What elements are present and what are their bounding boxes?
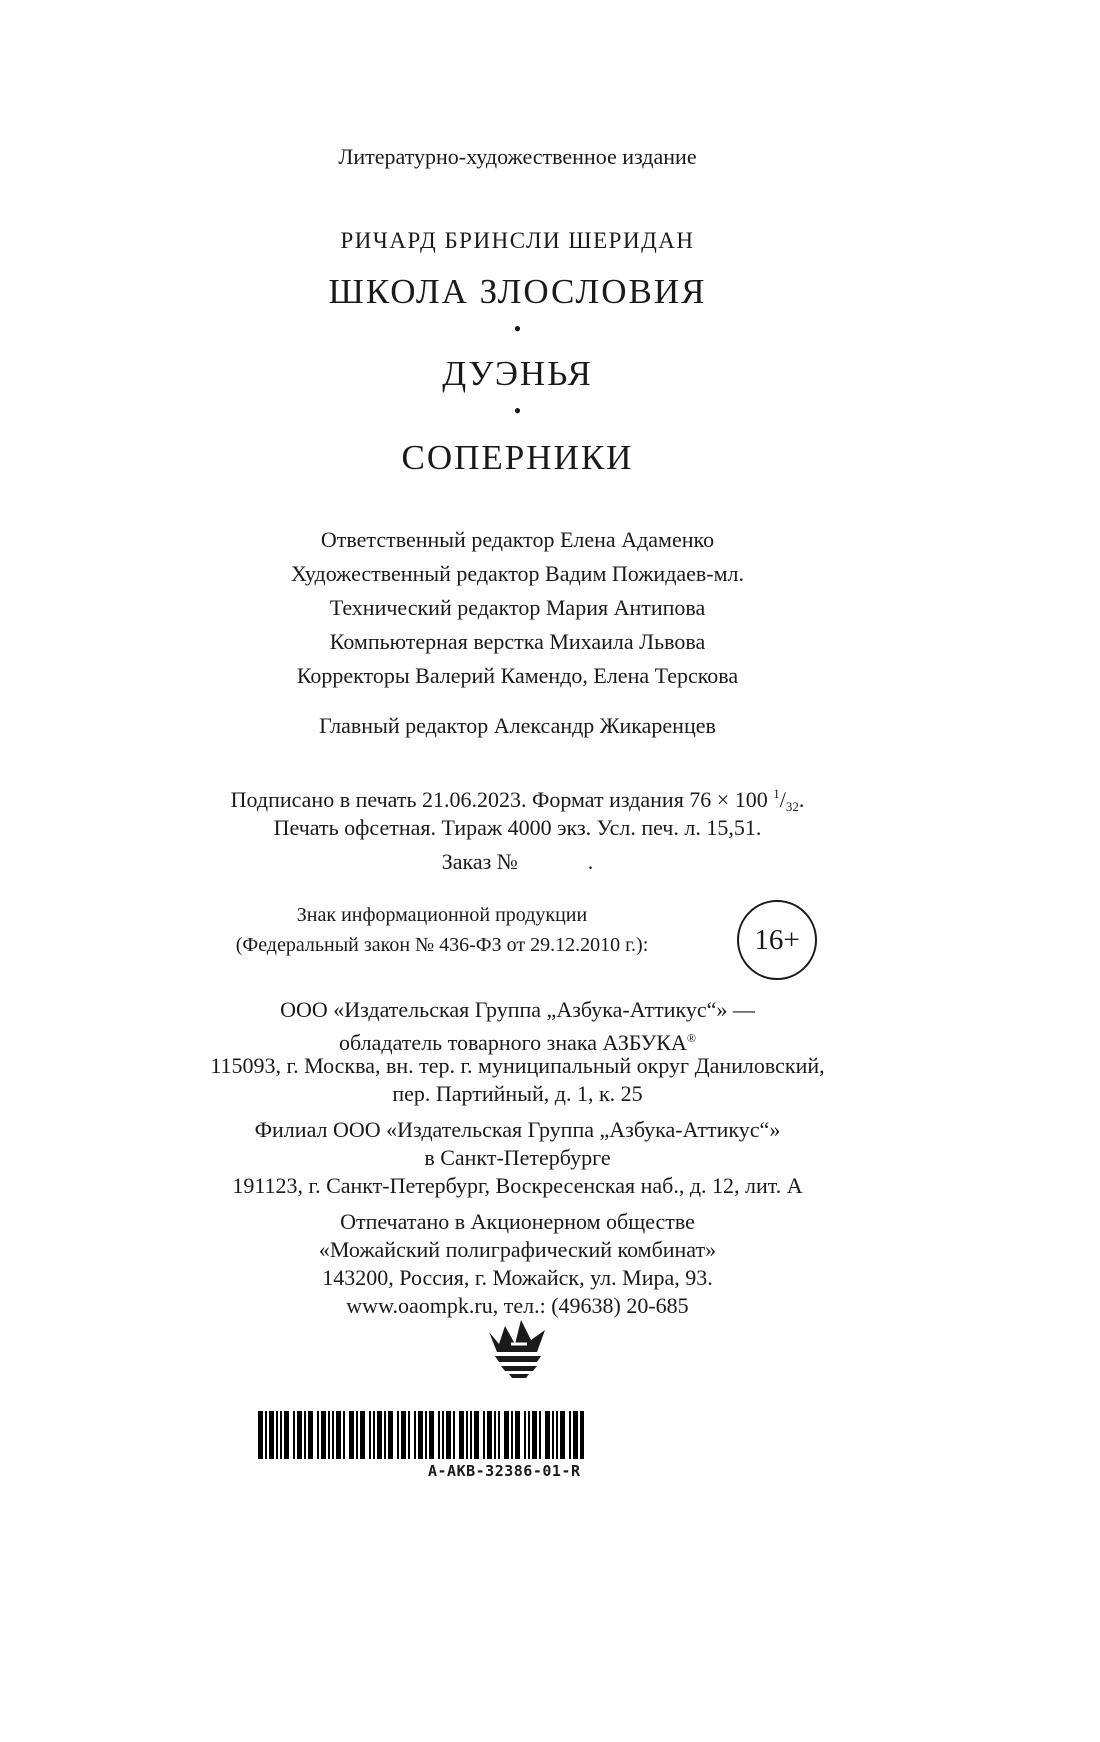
printer-line-3: 143200, Россия, г. Можайск, ул. Мира, 93. (322, 1265, 713, 1290)
edition-type: Литературно-художественное издание (338, 144, 697, 169)
order-label: Заказ № (441, 849, 518, 874)
age-rating-text-1: Знак информационной продукции (296, 904, 588, 926)
age-rating-badge: 16+ (737, 900, 817, 980)
order-end: . (587, 849, 594, 874)
format-fraction-denominator: 32 (785, 799, 799, 814)
branch-line-2: в Санкт-Петербурге (424, 1145, 611, 1170)
credit-tech-editor: Технический редактор Мария Антипова (329, 595, 706, 620)
title-separator-1: • (513, 316, 522, 341)
title-2: ДУЭНЬЯ (442, 354, 593, 393)
format-fraction-numerator: 1 (773, 786, 780, 801)
registered-mark: ® (686, 1031, 696, 1045)
credit-correctors: Корректоры Валерий Камендо, Елена Терскова (296, 663, 739, 688)
publisher-line-2 (0, 1025, 1035, 1056)
credit-layout: Компьютерная верстка Михаила Львова (329, 629, 706, 654)
publisher-line-1: ООО «Издательская Группа „Азбука-Аттикус“» — (280, 997, 755, 1022)
printer-line-2: «Можайский полиграфический комбинат» (318, 1237, 717, 1262)
age-rating-text-2: (Федеральный закон № 436-ФЗ от 29.12.2010 г.): (235, 934, 649, 956)
printer-line-1: Отпечатано в Акционерном обществе (340, 1209, 695, 1234)
print-info-line-1-end: . (798, 787, 805, 812)
printer-line-4: www.oaompk.ru, тел.: (49638) 20-685 (346, 1293, 689, 1318)
barcode-number: A-AKB-32386-01-R (428, 1462, 581, 1480)
title-3: СОПЕРНИКИ (401, 438, 634, 477)
format-fraction-slash: / (779, 787, 786, 812)
order-number (0, 849, 1035, 875)
credit-editor: Ответственный редактор Елена Адаменко (320, 527, 715, 552)
title-1: ШКОЛА ЗЛОСЛОВИЯ (328, 272, 707, 311)
author-name: РИЧАРД БРИНСЛИ ШЕРИДАН (340, 228, 695, 253)
chief-editor: Главный редактор Александр Жикаренцев (319, 713, 716, 738)
branch-line-3: 191123, г. Санкт-Петербург, Воскресенская наб., д. 12, лит. А (232, 1173, 803, 1198)
print-info-text: Подписано в печать 21.06.2023. Формат издания 76 × 100 (230, 787, 768, 812)
publisher-trademark: обладатель товарного знака АЗБУКА (339, 1030, 687, 1055)
print-info-line-2: Печать офсетная. Тираж 4000 экз. Усл. печ. л. 15,51. (273, 815, 762, 840)
credit-art-editor: Художественный редактор Вадим Пожидаев-мл. (290, 561, 745, 586)
barcode-icon (258, 1411, 584, 1459)
publisher-line-3: 115093, г. Москва, вн. тер. г. муниципальный округ Даниловский, (210, 1053, 825, 1078)
printer-logo-icon (487, 1318, 549, 1378)
title-separator-2: • (513, 398, 522, 423)
publisher-line-4: пер. Партийный, д. 1, к. 25 (392, 1081, 643, 1106)
branch-line-1: Филиал ООО «Издательская Группа „Азбука-Аттикус“» (254, 1117, 781, 1142)
